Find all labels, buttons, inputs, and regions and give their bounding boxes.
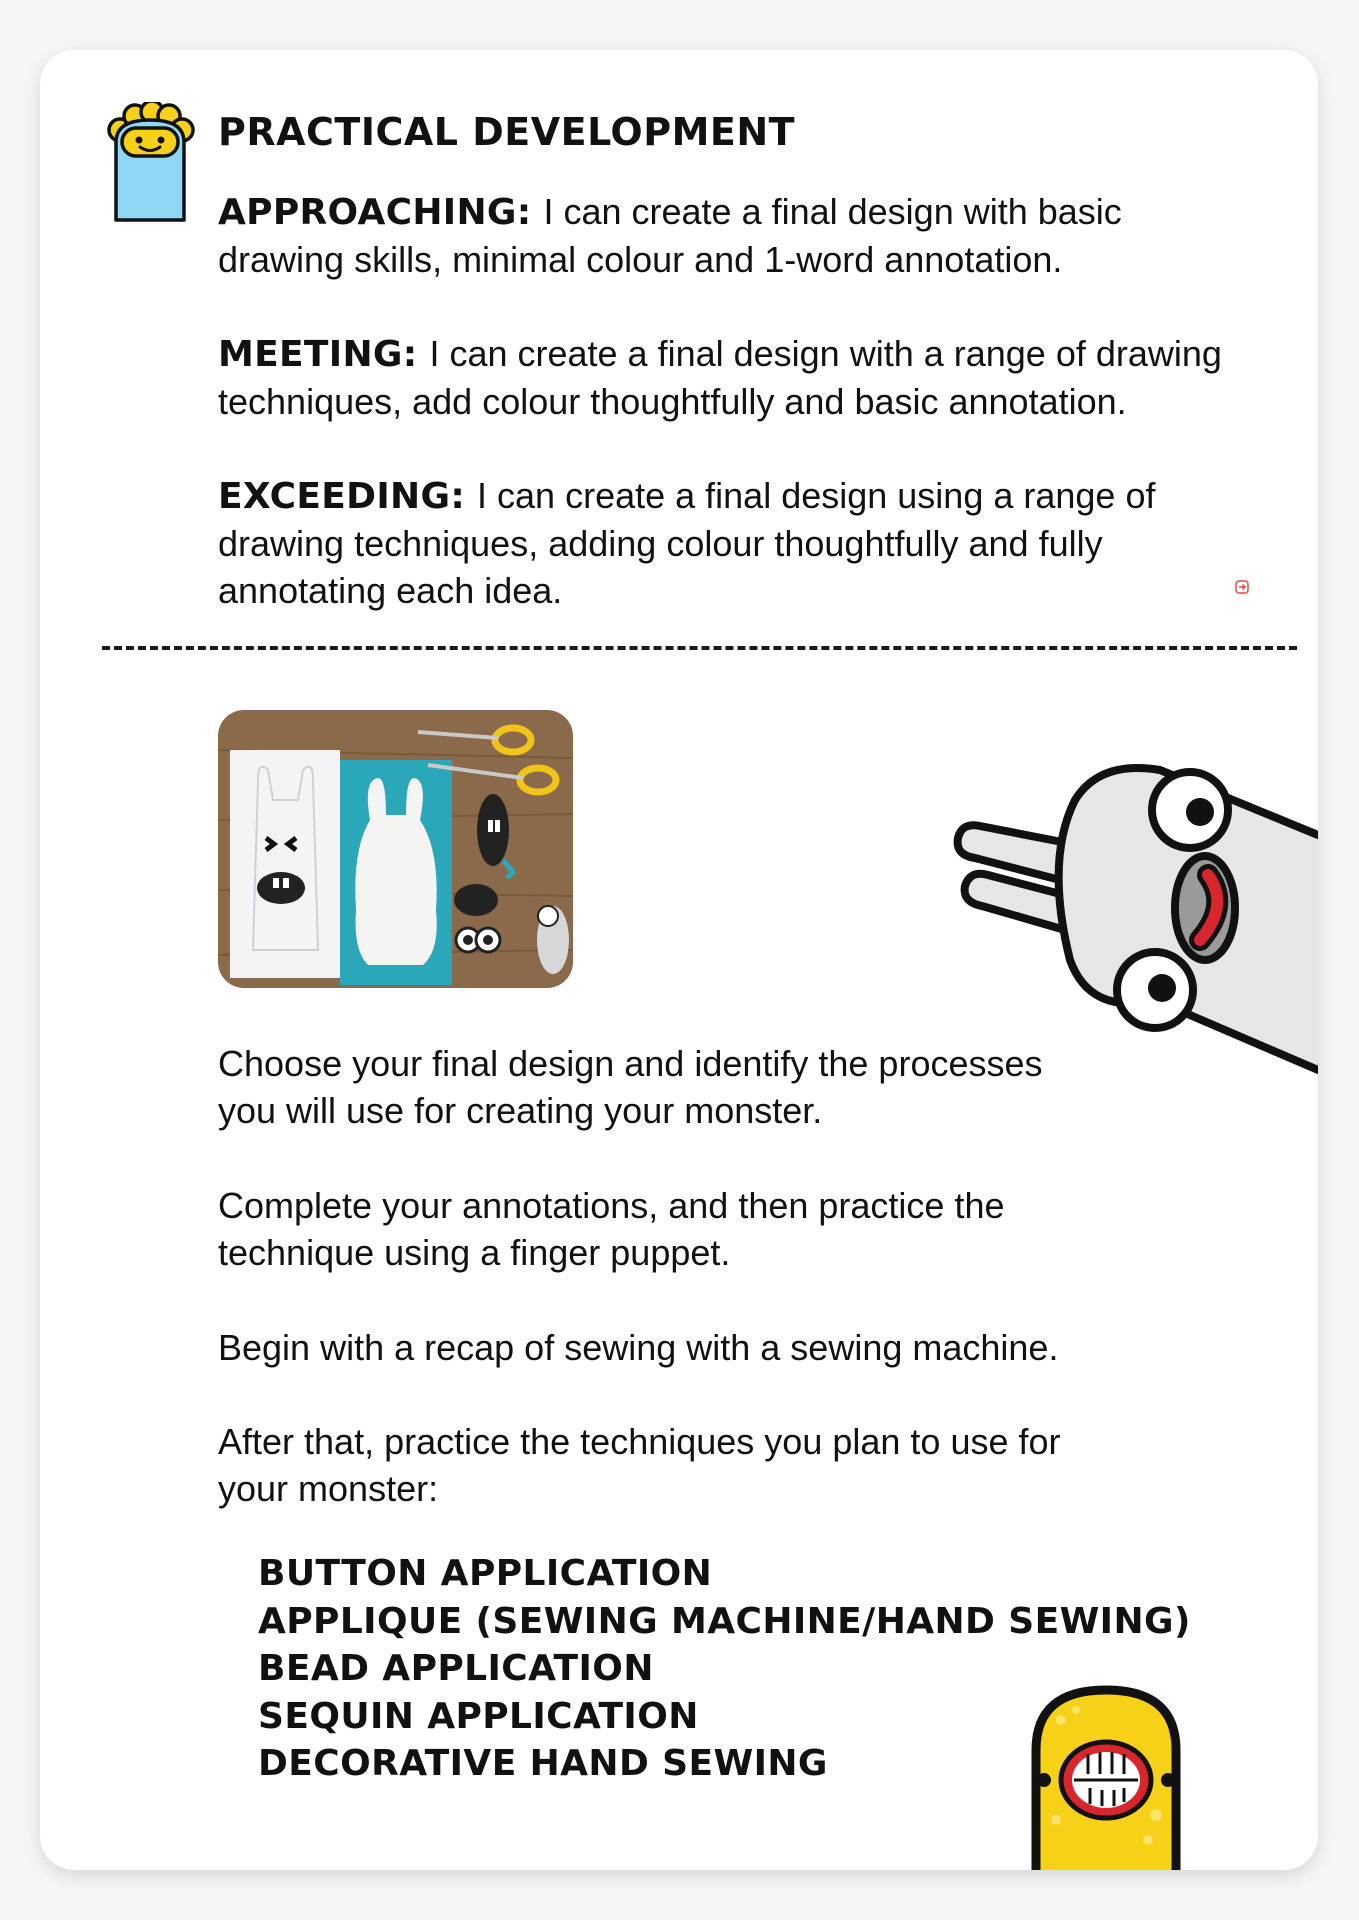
process-item: APPLIQUE (SEWING MACHINE/HAND SEWING) — [258, 1600, 1191, 1642]
criteria-meeting — [218, 330, 1222, 425]
page-title: PRACTICAL DEVELOPMENT — [218, 110, 796, 154]
instruction-line: you will use for creating your monster. — [218, 1090, 823, 1131]
criteria-label: MEETING: — [218, 334, 418, 375]
yellow-monster-icon — [1016, 1670, 1206, 1870]
criteria-text: annotating each idea. — [218, 570, 563, 611]
instruction-line: Begin with a recap of sewing with a sewing machine. — [218, 1327, 1059, 1368]
criteria-text: drawing skills, minimal colour and 1-word annotation. — [218, 239, 1063, 280]
blue-monster-icon — [102, 102, 198, 226]
grey-bunny-monster-icon — [950, 730, 1318, 1090]
criteria-text: I can create a final design using a range of — [477, 475, 1156, 516]
process-item: BUTTON APPLICATION — [258, 1553, 713, 1594]
criteria-label: APPROACHING: — [218, 192, 532, 233]
instruction-paragraph — [218, 1182, 1005, 1276]
criteria-text: I can create a final design with a range of drawing — [429, 333, 1222, 374]
process-item: BEAD APPLICATION — [258, 1648, 654, 1689]
criteria-approaching — [218, 188, 1122, 283]
instruction-line: technique using a finger puppet. — [218, 1232, 731, 1273]
dashed-divider — [102, 646, 1297, 650]
process-item: DECORATIVE HAND SEWING — [258, 1743, 828, 1784]
criteria-text: I can create a final design with basic — [543, 191, 1122, 232]
instruction-paragraph — [218, 1418, 1061, 1512]
instruction-line: your monster: — [218, 1468, 439, 1509]
instruction-line: Complete your annotations, and then practice the — [218, 1185, 1005, 1226]
instruction-line: Choose your final design and identify the processes — [218, 1043, 1043, 1084]
criteria-text: techniques, add colour thoughtfully and basic annotation. — [218, 381, 1127, 422]
instruction-paragraph — [218, 1040, 1043, 1134]
process-item: SEQUIN APPLICATION — [258, 1695, 699, 1737]
worksheet-card — [40, 50, 1318, 1870]
instruction-line: After that, practice the techniques you plan to use for — [218, 1421, 1061, 1462]
link-icon[interactable] — [1235, 580, 1249, 594]
criteria-exceeding — [218, 472, 1155, 614]
criteria-label: EXCEEDING: — [218, 476, 466, 517]
craft-photo — [218, 710, 573, 988]
instruction-paragraph — [218, 1324, 1058, 1371]
criteria-text: drawing techniques, adding colour thoughtfully and fully — [218, 523, 1103, 564]
